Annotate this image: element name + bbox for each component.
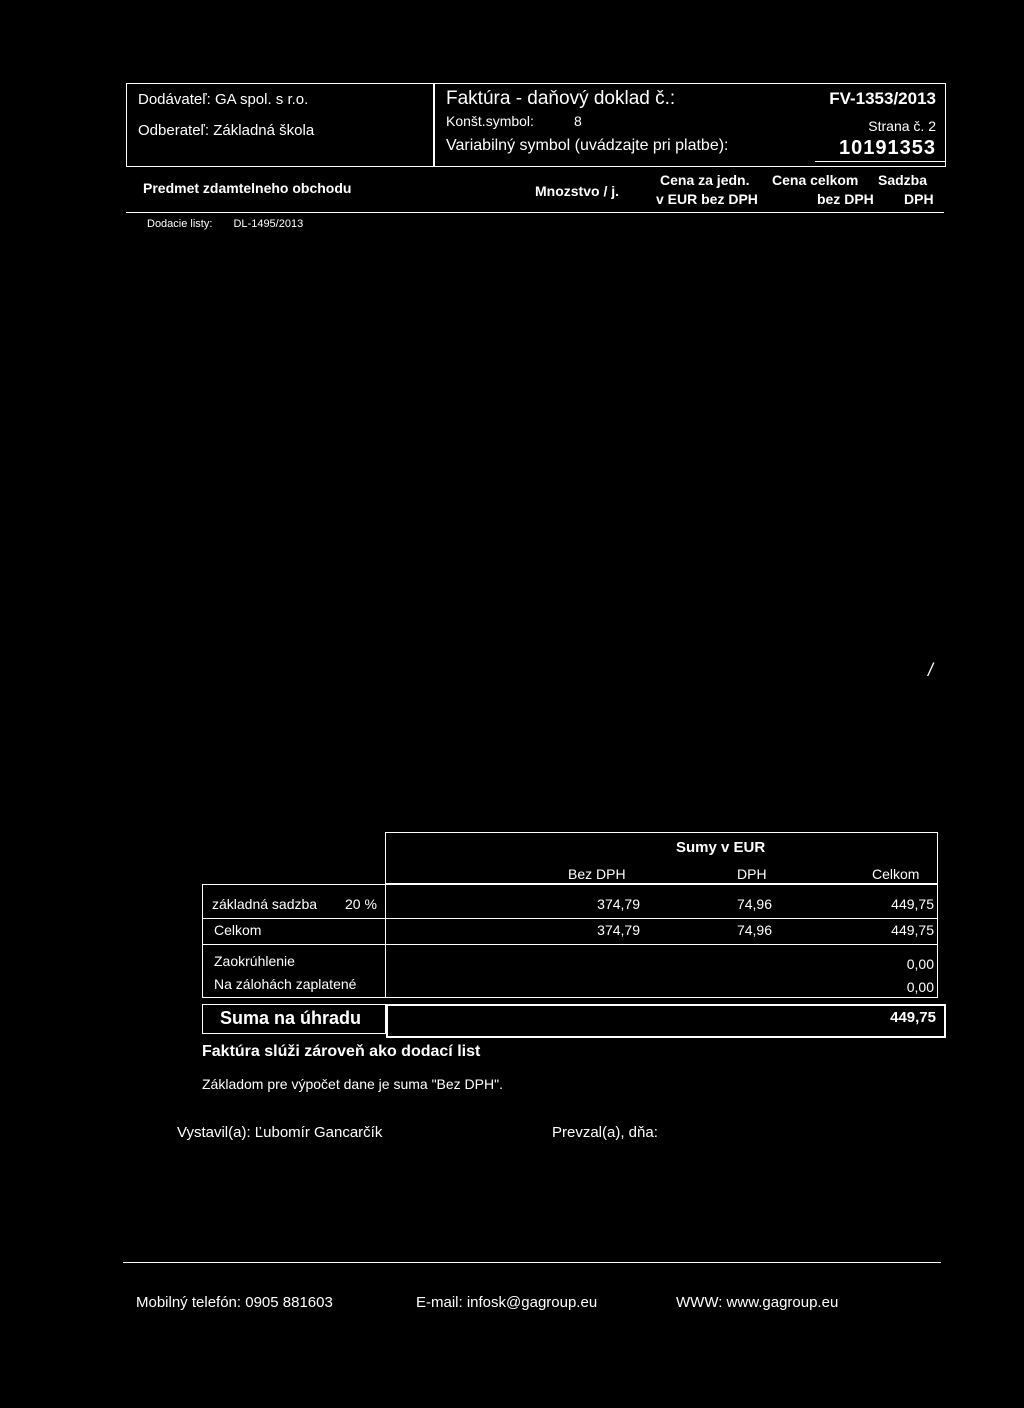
summary-row1-vat: 74,96 [736,896,772,912]
phone-value: 0905 881603 [245,1294,333,1311]
customer [138,122,314,139]
web-label: WWW: [676,1294,723,1311]
col-rate-header-1: Sadzba [878,172,928,188]
footer-divider [123,1262,941,1263]
col-subject-header: Predmet zdamtelneho obchodu [143,180,352,196]
col-quantity-header: Mnozstvo / j. [535,183,619,199]
summary-row2-label: Celkom [214,922,262,938]
customer-label: Odberateľ: [138,122,210,139]
web-value: www.gagroup.eu [726,1294,839,1311]
email-value: infosk@gagroup.eu [466,1294,598,1311]
summary-col-vat: DPH [737,866,767,882]
summary-bottom [202,997,938,998]
page-value: 2 [928,118,936,134]
summary-col-base: Bez DPH [568,866,626,882]
due-label: Suma na úhradu [220,1008,362,1028]
summary-row2-bottom [202,944,938,945]
summary-heading: Sumy v EUR [676,839,766,856]
footer-email [416,1294,597,1311]
col-unit-price-header-1: Cena za jedn. [660,172,750,188]
summary-row1-rate: 20 % [345,896,377,912]
page-indicator [838,118,936,134]
summary-row2-vat: 74,96 [736,922,772,938]
summary-label-separator [385,884,386,997]
delivery-value: DL-1495/2013 [233,218,304,230]
summary-header-box [385,832,938,884]
konst-symbol-value: 8 [574,113,582,129]
summary-row1-label: základná sadzba [212,896,318,912]
invoice-number-underline [815,161,945,162]
issued-by-label: Vystavil(a): [177,1124,251,1141]
summary-row2-top [202,918,938,919]
stray-mark: / [928,660,934,680]
received-label: Prevzal(a), dňa: [552,1124,658,1141]
customer-value: Základná škola [213,122,315,139]
phone-label: Mobilný telefón: [136,1294,242,1311]
supplier-label: Dodávateľ: [138,91,211,108]
invoice-number: FV-1353/2013 [829,89,936,108]
summary-row1-top [202,884,938,885]
summary-row1-base: 374,79 [597,896,640,912]
invoice-title: Faktúra - daňový doklad č.: [446,88,676,109]
summary-row2-total: 449,75 [891,922,934,938]
delivery-note: Faktúra slúži zároveň ako dodací list [202,1043,481,1060]
summary-left-border [202,884,203,997]
issued-by [177,1124,382,1141]
summary-col-total: Celkom [872,866,920,882]
col-total-header-1: Cena celkom [772,172,859,188]
advances-value: 0,00 [906,979,934,995]
summary-row2-base: 374,79 [597,922,640,938]
footer-phone [136,1294,333,1311]
variable-symbol-value: 10191353 [839,137,936,159]
tax-note: Základom pre výpočet dane je suma "Bez DPH". [202,1076,503,1092]
rounding-label: Zaokrúhlenie [214,953,295,969]
supplier [138,91,308,108]
page-label: Strana č. [868,118,925,134]
variable-symbol-label: Variabilný symbol (uvádzajte pri platbe): [446,137,729,154]
supplier-value: GA spol. s r.o. [214,91,309,108]
footer-web [676,1294,838,1311]
col-total-header-2: bez DPH [817,191,874,207]
issued-by-value: Ľubomír Gancarčík [254,1124,383,1141]
delivery-notes [147,218,303,230]
col-unit-price-header-2: v EUR bez DPH [656,191,758,207]
due-value: 449,75 [890,1009,936,1026]
header-divider [126,212,944,213]
advances-label: Na zálohách zaplatené [214,976,357,992]
konst-symbol-label: Konšt.symbol: [446,113,534,129]
summary-row1-total: 449,75 [891,896,934,912]
email-label: E-mail: [416,1294,463,1311]
summary-right-border [937,884,938,997]
col-rate-header-2: DPH [904,191,934,207]
rounding-value: 0,00 [906,956,934,972]
delivery-label: Dodacie listy: [147,218,213,230]
